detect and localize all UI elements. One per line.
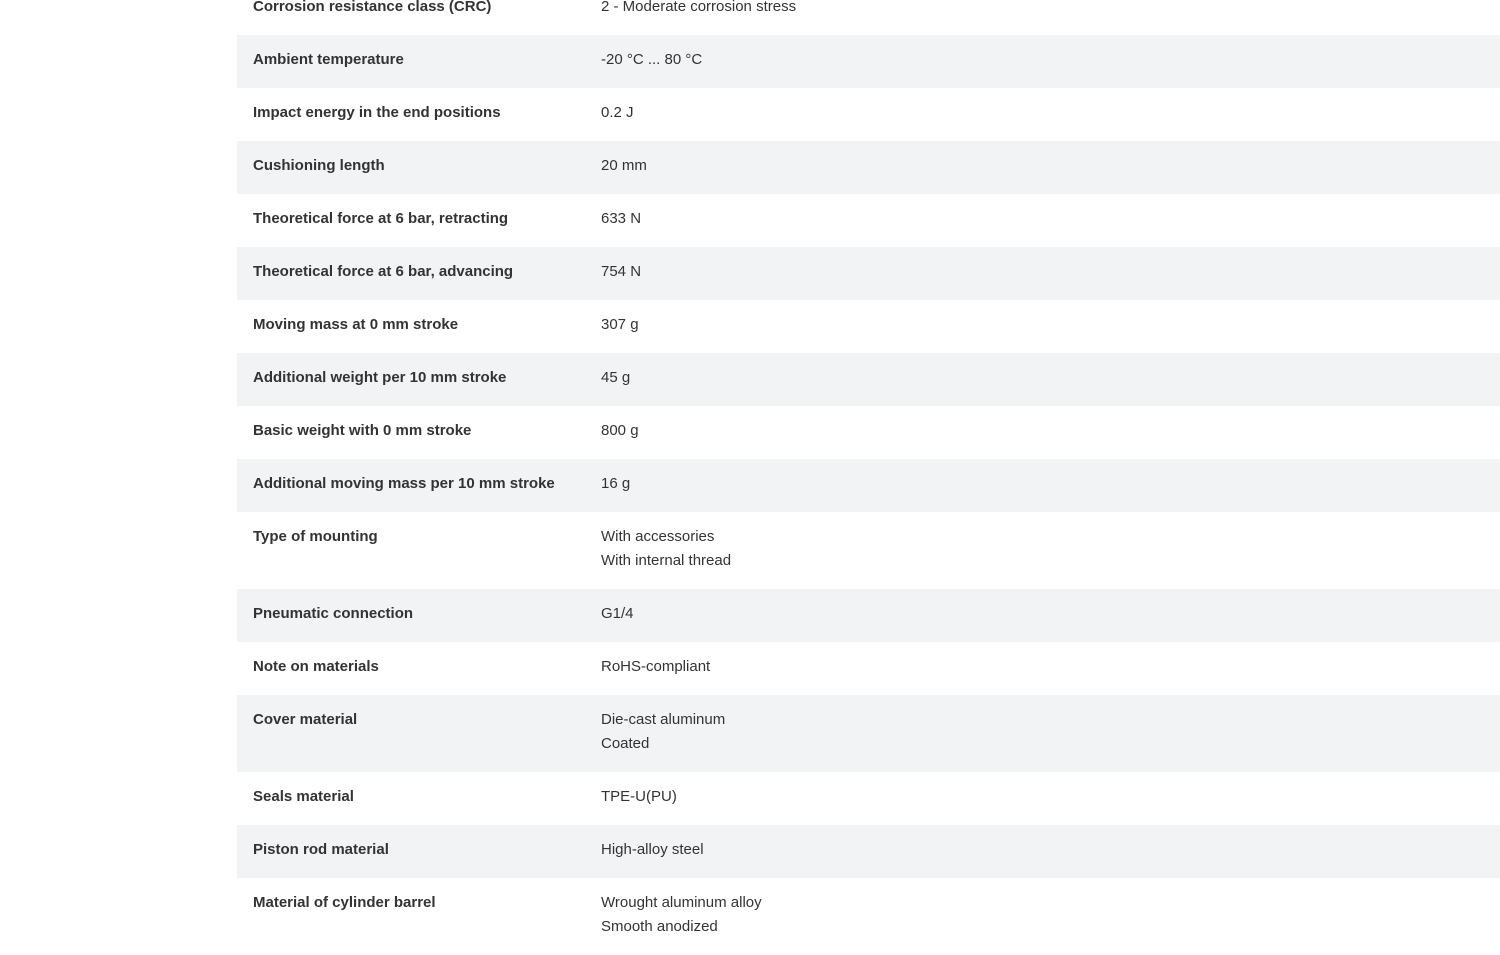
- spec-table: [237, 0, 1500, 955]
- spec-value: [601, 785, 1500, 809]
- spec-value: [601, 313, 1500, 337]
- spec-value-line: Wrought aluminum alloy: [601, 894, 762, 911]
- spec-value: [601, 260, 1500, 284]
- spec-value: [601, 891, 1500, 939]
- spec-row: [237, 300, 1500, 353]
- spec-value-line: G1/4: [601, 605, 634, 622]
- spec-label: Type of mounting: [253, 528, 378, 545]
- spec-row: [237, 825, 1500, 878]
- spec-label: Note on materials: [253, 658, 379, 675]
- spec-value: [601, 472, 1500, 496]
- spec-label: Cover material: [253, 711, 358, 728]
- spec-label: Basic weight with 0 mm stroke: [253, 422, 472, 439]
- spec-row: [237, 695, 1500, 772]
- spec-value-line: 20 mm: [601, 157, 647, 174]
- spec-row: [237, 353, 1500, 406]
- spec-label: Pneumatic connection: [253, 605, 414, 622]
- spec-value-line: 800 g: [601, 422, 639, 439]
- spec-row: [237, 459, 1500, 512]
- spec-label: Seals material: [253, 788, 354, 805]
- spec-value: [601, 366, 1500, 390]
- spec-value-line: With accessories: [601, 528, 715, 545]
- spec-label: Impact energy in the end positions: [253, 104, 501, 121]
- spec-value: [601, 207, 1500, 231]
- spec-value-line: 45 g: [601, 369, 631, 386]
- spec-value-line: High-alloy steel: [601, 841, 704, 858]
- spec-row: [237, 642, 1500, 695]
- spec-row: [237, 589, 1500, 642]
- spec-row: [237, 35, 1500, 88]
- spec-value-line: Die-cast aluminum: [601, 711, 726, 728]
- spec-value-line: Coated: [601, 735, 650, 752]
- spec-value: [601, 838, 1500, 862]
- spec-row: [237, 141, 1500, 194]
- spec-value-line: 754 N: [601, 263, 642, 280]
- spec-value-line: 307 g: [601, 316, 639, 333]
- spec-value: [601, 655, 1500, 679]
- spec-label: Moving mass at 0 mm stroke: [253, 316, 459, 333]
- spec-value: [601, 0, 1500, 19]
- spec-value: [601, 708, 1500, 756]
- spec-value: [601, 525, 1500, 573]
- spec-label: Material of cylinder barrel: [253, 894, 436, 911]
- spec-value: [601, 48, 1500, 72]
- spec-value: [601, 101, 1500, 125]
- spec-value: [601, 154, 1500, 178]
- spec-label: Piston rod material: [253, 841, 389, 858]
- spec-value-line: With internal thread: [601, 552, 732, 569]
- spec-row: [237, 878, 1500, 955]
- spec-value-line: 2 - Moderate corrosion stress: [601, 0, 797, 15]
- spec-value-line: RoHS-compliant: [601, 658, 711, 675]
- spec-row: [237, 247, 1500, 300]
- spec-value-line: Smooth anodized: [601, 918, 718, 935]
- spec-row: [237, 88, 1500, 141]
- spec-row: [237, 512, 1500, 589]
- spec-label: Theoretical force at 6 bar, retracting: [253, 210, 509, 227]
- spec-value-line: TPE-U(PU): [601, 788, 677, 805]
- spec-label: Additional moving mass per 10 mm stroke: [253, 475, 555, 492]
- spec-value-line: 16 g: [601, 475, 631, 492]
- spec-value: [601, 419, 1500, 443]
- spec-value: [601, 602, 1500, 626]
- spec-row: [237, 194, 1500, 247]
- spec-label: Ambient temperature: [253, 51, 404, 68]
- spec-label: Theoretical force at 6 bar, advancing: [253, 263, 514, 280]
- spec-label: Cushioning length: [253, 157, 385, 174]
- spec-value-line: 633 N: [601, 210, 642, 227]
- spec-label: Additional weight per 10 mm stroke: [253, 369, 507, 386]
- spec-row: [237, 772, 1500, 825]
- spec-row: [237, 0, 1500, 35]
- spec-value-line: -20 °C ... 80 °C: [601, 51, 703, 68]
- spec-label: Corrosion resistance class (CRC): [253, 0, 492, 15]
- spec-row: [237, 406, 1500, 459]
- spec-value-line: 0.2 J: [601, 104, 634, 121]
